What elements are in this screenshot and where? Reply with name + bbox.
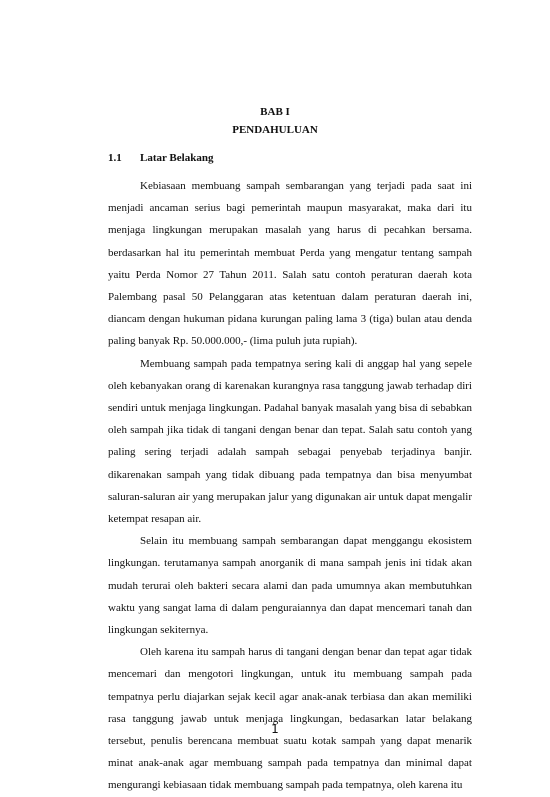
paragraph: Oleh karena itu sampah harus di tangani dengan benar dan tepat agar tidak mencemari dan mengotori lingkungan, untuk itu membuang sampah pada tempatnya perlu diajarkan sejak kecil agar anak-anak terbiasa dan akan memiliki rasa tanggung jawab untuk menjaga lingkungan, bedasarkan latar belakang tersebut, penulis berencana membuat suatu kotak sampah yang dapat menarik minat anak-anak agar membuang sampah pada tempatnya dan minimal dapat mengurangi kebiasaan tidak membuang sampah pada tempatnya, oleh karena itu <box>108 646 472 792</box>
paragraph: Membuang sampah pada tempatnya sering kali di anggap hal yang sepele oleh kebanyakan orang di karenakan kurangnya rasa tanggung jawab terhadap diri sendiri untuk menjaga lingkungan. Padahal banyak masalah yang bisa di sebabkan oleh sampah jika tidak di tangani dengan benar dan tepat. Salah satu contoh yang paling sering terjadi adalah sampah sebagai penyebab terjadinya banjir. dikarenakan sampah yang tidak dibuang pada tempatnya dan bisa menyumbat saluran-saluran air yang merupakan jalur yang digunakan air untuk dapat mengalir ketempat resapan air. <box>108 357 472 526</box>
page-number: 1 <box>271 722 279 736</box>
section-heading <box>108 152 213 164</box>
paragraph: Kebiasaan membuang sampah sembarangan yang terjadi pada saat ini menjadi ancaman serius bagi pemerintah maupun masyarakat, maka dari itu menjaga lingkungan merupakan masalah yang harus di pecahkan bersama. berdasarkan hal itu pemerintah membuat Perda yang mengatur tentang sampah yaitu Perda Nomor 27 Tahun 2011. Salah satu contoh peraturan daerah kota Palembang pasal 50 Pelanggaran atas ketentuan dalam peraturan daerah ini, diancam dengan hukuman pidana kurungan paling lama 3 (tiga) bulan atau denda paling banyak Rp. 50.000.000,- (lima puluh juta rupiah). <box>108 180 472 348</box>
paragraph: Selain itu membuang sampah sembarangan dapat menggangu ekosistem lingkungan. terutamanya sampah anorganik di mana sampah jenis ini tidak akan mudah terurai oleh bakteri secara alami dan pada umumnya akan membutuhkan waktu yang sangat lama di dalam penguraiannya dan dapat mencemari tanah dan lingkungan sekiternya. <box>108 535 472 637</box>
body-text <box>108 175 472 797</box>
chapter-number: BAB I <box>260 106 290 118</box>
chapter-title: PENDAHULUAN <box>232 124 318 136</box>
section-number: 1.1 <box>108 152 122 164</box>
section-title: Latar Belakang <box>140 152 214 164</box>
